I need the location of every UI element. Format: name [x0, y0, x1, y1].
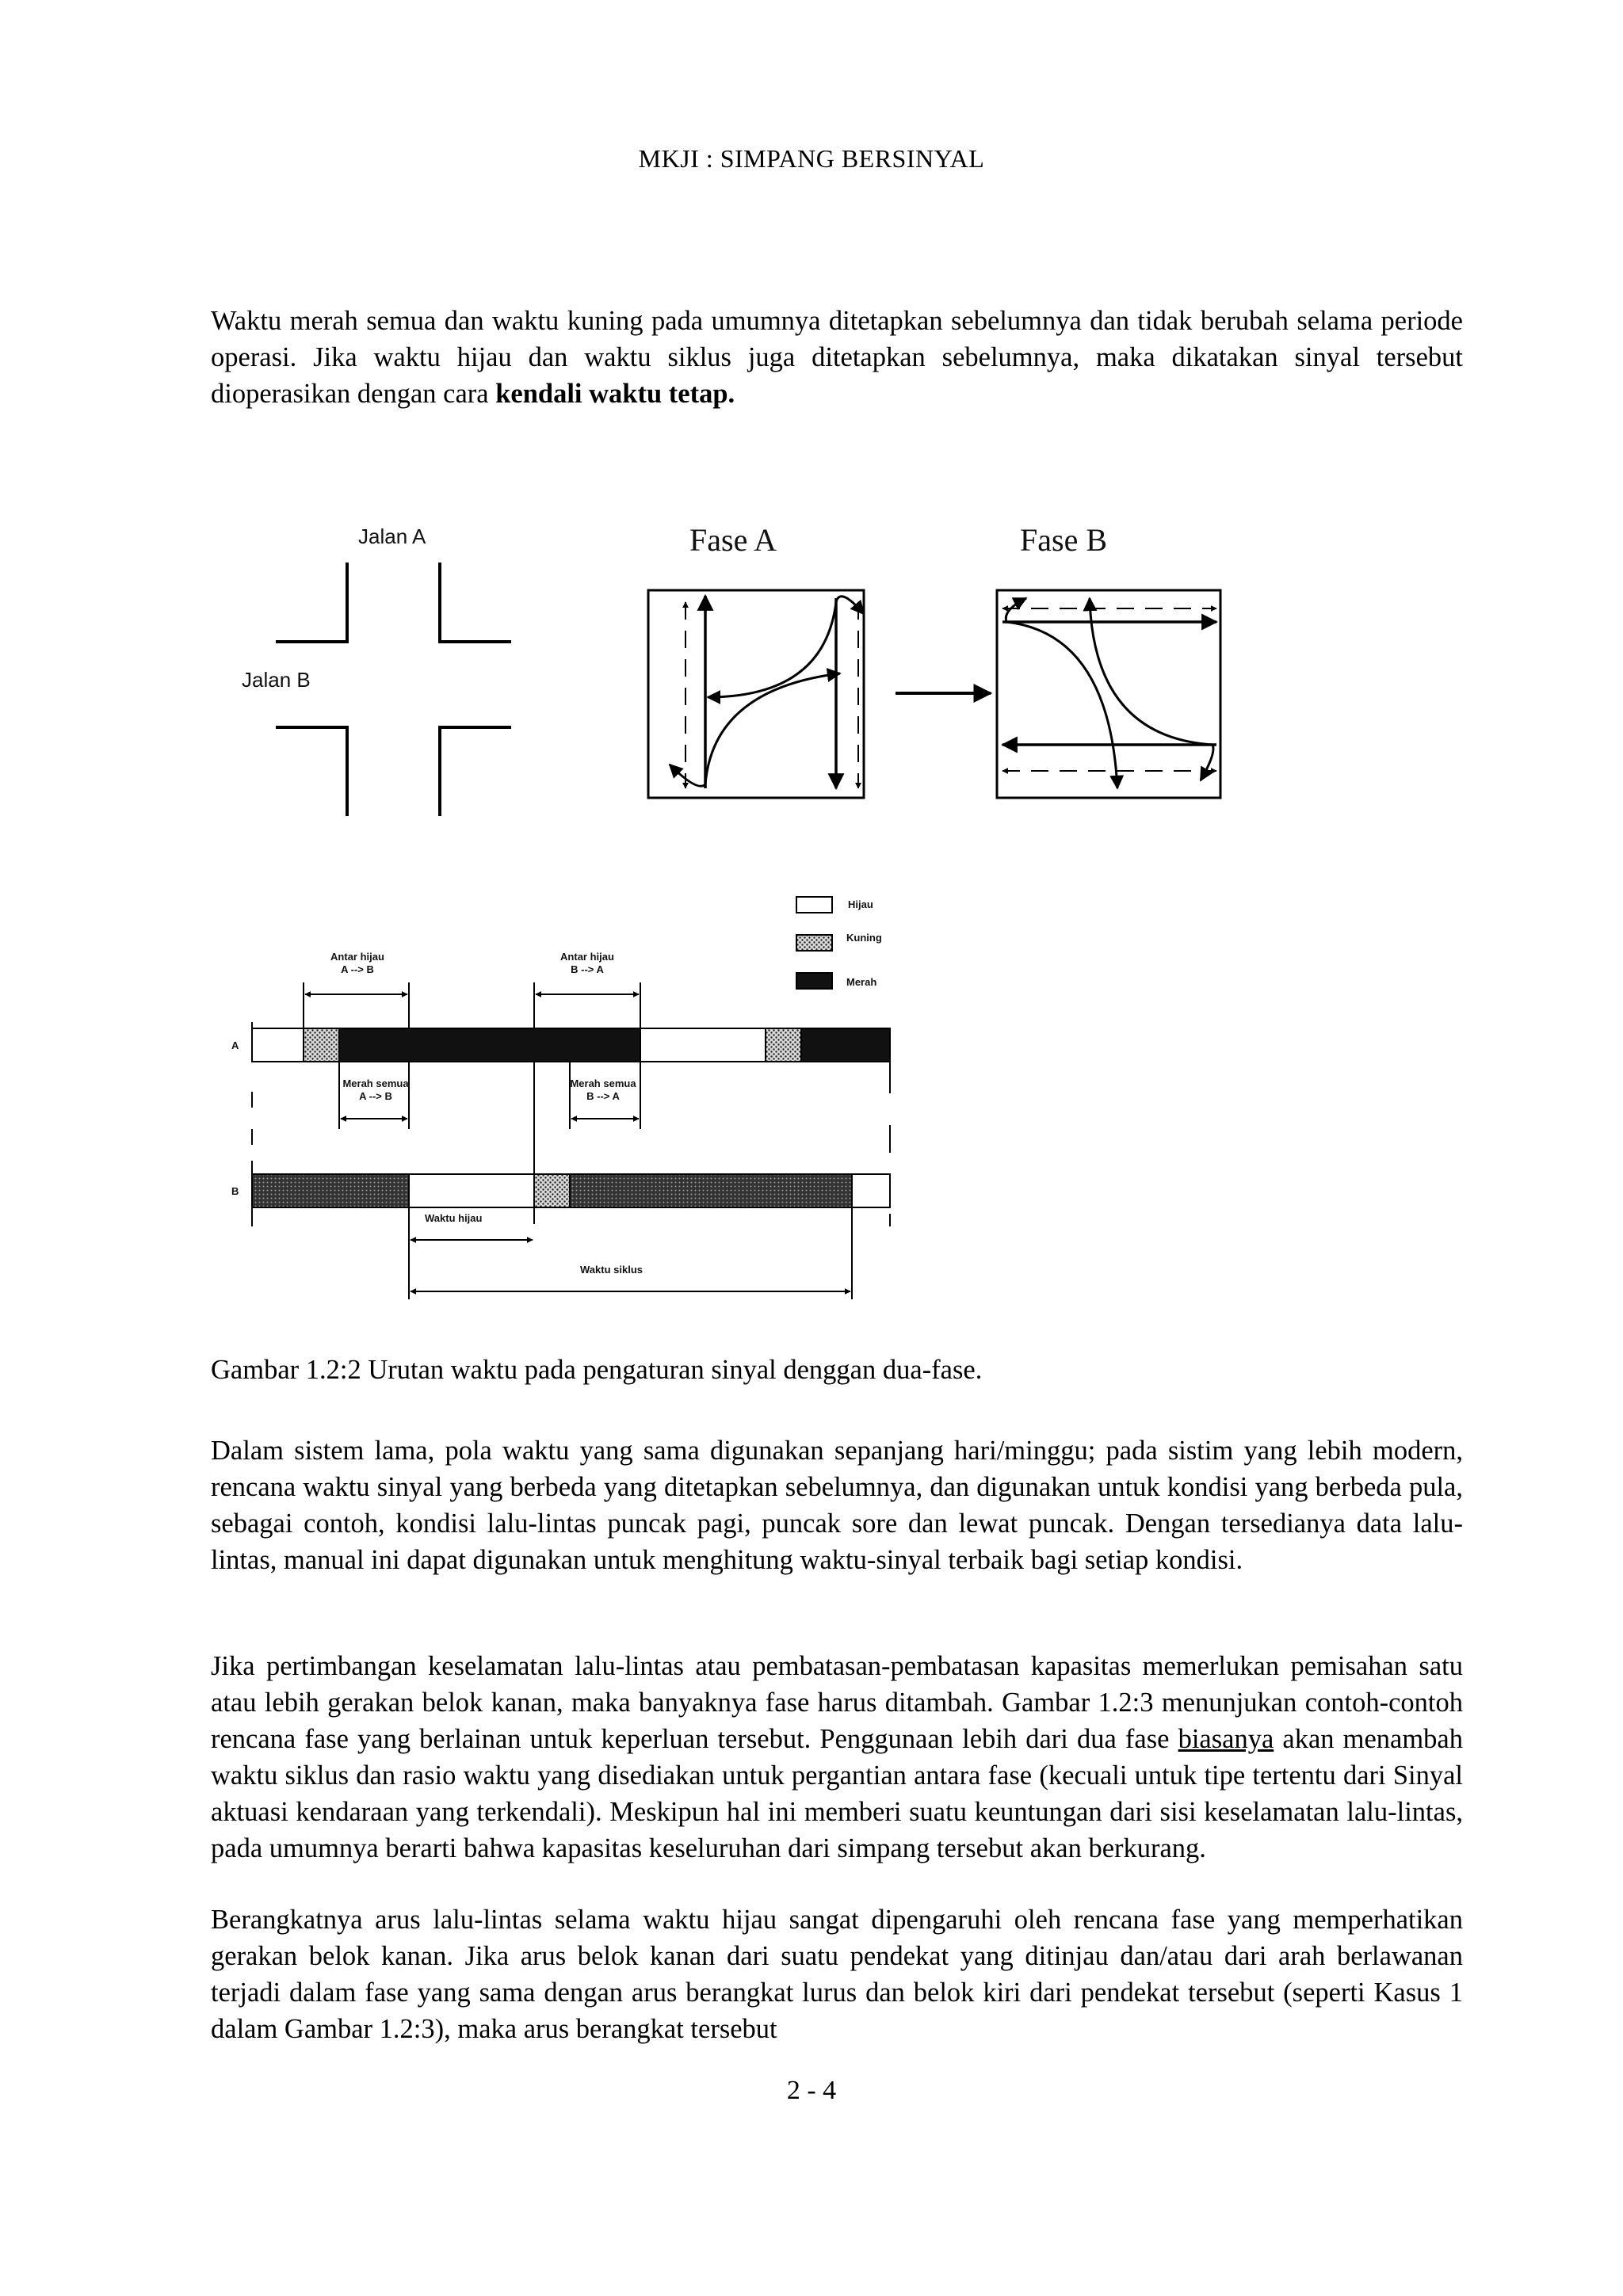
merah-semua-ba-line2: B --> A	[586, 1090, 620, 1102]
legend-swatches	[796, 897, 832, 989]
waktu-hijau-label: Waktu hijau	[425, 1212, 483, 1224]
page-header: MKJI : SIMPANG BERSINYAL	[638, 144, 985, 173]
waktu-siklus-label: Waktu siklus	[580, 1264, 643, 1276]
antar-hijau-ba-label	[555, 951, 620, 976]
paragraph-3-text-b: akan menambah waktu siklus dan rasio waktu yang disediakan untuk pergantian antara fase (kecuali untuk tipe tertentu dari Sinyal aktuasi kendaraan yang terkendali). Meskipun hal ini memberi suatu keuntungan dari sisi keselamatan lalu-lintas, pada umumnya berarti bahwa kapasitas keseluruhan dari simpang tersebut akan berkurang.	[211, 1724, 1463, 1863]
row-a-label: A	[231, 1039, 239, 1051]
fase-b-label: Fase B	[1020, 522, 1107, 558]
phase-a-diagram	[648, 590, 864, 798]
phase-b-diagram	[997, 590, 1220, 798]
timing-chart	[252, 982, 890, 1299]
antar-hijau-ba-line2: B --> A	[571, 963, 604, 975]
paragraph-3	[211, 1648, 1463, 1867]
intersection-sketch	[276, 563, 511, 816]
legend-kuning-label: Kuning	[846, 932, 882, 944]
legend-merah-label: Merah	[846, 976, 877, 988]
page-number: 2 - 4	[786, 2076, 837, 2105]
legend-hijau-label: Hijau	[848, 898, 873, 910]
antar-hijau-ab-line2: A --> B	[341, 963, 374, 975]
paragraph-2: Dalam sistem lama, pola waktu yang sama digunakan sepanjang hari/minggu; pada sistim yang lebih modern, rencana waktu sinyal yang berbeda yang ditetapkan sebelumnya, dan digunakan untuk kondisi yang berbeda pula, sebagai contoh, kondisi lalu-lintas puncak pagi, puncak sore dan lewat puncak. Dengan tersedianya data lalu-lintas, manual ini dapat digunakan untuk menghitung waktu-sinyal terbaik bagi setiap kondisi.	[211, 1436, 1463, 1575]
paragraph-3-underlined: biasanya	[1178, 1724, 1274, 1754]
fase-a-label: Fase A	[689, 522, 777, 558]
paragraph-1-bold: kendali waktu tetap.	[495, 379, 735, 409]
row-b-label: B	[231, 1185, 239, 1197]
antar-hijau-ba-line1: Antar hijau	[560, 951, 614, 963]
antar-hijau-ab-line1: Antar hijau	[330, 951, 384, 963]
merah-semua-ab-label	[337, 1077, 414, 1103]
jalan-a-label: Jalan A	[358, 524, 426, 548]
antar-hijau-ab-label	[325, 951, 390, 976]
merah-semua-ba-line1: Merah semua	[570, 1077, 636, 1089]
paragraph-3-text-a: Jika pertimbangan keselamatan lalu-lintas atau pembatasan-pembatasan kapasitas memerlukan pemisahan satu atau lebih gerakan belok kanan, maka banyaknya fase harus ditambah. Gambar 1.2:3 menunjukan contoh-contoh rencana fase yang berlainan untuk keperluan tersebut. Penggunaan lebih dari dua fase	[211, 1651, 1463, 1754]
merah-semua-ab-line2: A --> B	[359, 1090, 392, 1102]
merah-semua-ab-line1: Merah semua	[342, 1077, 409, 1089]
paragraph-4: Berangkatnya arus lalu-lintas selama waktu hijau sangat dipengaruhi oleh rencana fase yang memperhatikan gerakan belok kanan. Jika arus belok kanan dari suatu pendekat yang ditinjau dan/atau dari arah berlawanan terjadi dalam fase yang sama dengan arus berangkat lurus dan belok kiri dari pendekat tersebut (seperti Kasus 1 dalam Gambar 1.2:3), maka arus berangkat tersebut	[211, 1905, 1463, 2044]
figure-caption: Gambar 1.2:2 Urutan waktu pada pengaturan sinyal denggan dua-fase.	[211, 1355, 983, 1385]
paragraph-1-text: Waktu merah semua dan waktu kuning pada umumnya ditetapkan sebelumnya dan tidak berubah selama periode operasi. Jika waktu hijau dan waktu siklus juga ditetapkan sebelumnya, maka dikatakan sinyal tersebut dioperasikan dengan cara	[211, 306, 1463, 409]
jalan-b-label: Jalan B	[242, 668, 311, 692]
merah-semua-ba-label	[561, 1077, 645, 1103]
